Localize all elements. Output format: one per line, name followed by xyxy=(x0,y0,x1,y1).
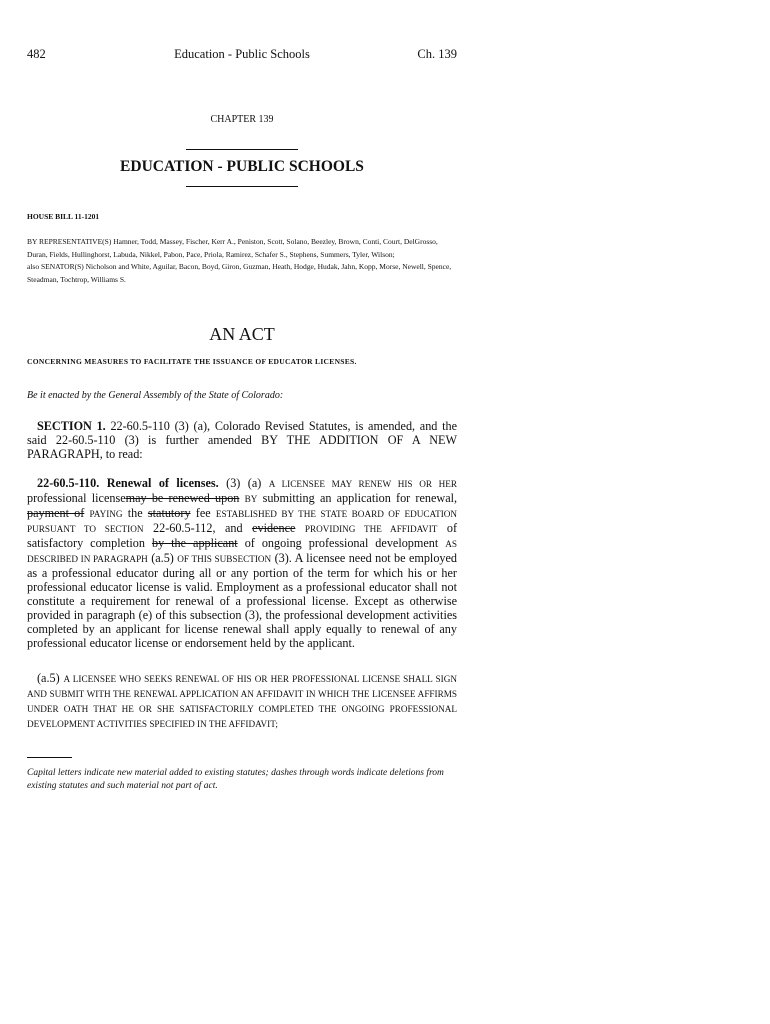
chapter-title: EDUCATION - PUBLIC SCHOOLS xyxy=(120,158,364,175)
new-text: OF THIS SUBSECTION xyxy=(177,554,272,564)
bill-number: HOUSE BILL 11-1201 xyxy=(27,212,100,221)
statute-text: fee xyxy=(195,506,211,520)
statute-text: the xyxy=(127,506,143,520)
representatives-list: BY REPRESENTATIVE(S) Hamner, Todd, Massey, Fischer, Kerr A., Peniston, Scott, Solano, Beezley, Brown, Conti, Court, DelGrosso, Duran, Fields, Hullinghorst, Labuda, Nikkel, Pabon, Pace, Priola, Ramirez, Schafer S., Stephens, Summers, Tyler, Wilson; xyxy=(27,237,438,259)
deleted-text: statutory xyxy=(147,506,191,520)
new-text: A LICENSEE MAY RENEW HIS OR HER xyxy=(268,479,458,489)
footnote-rule xyxy=(27,757,72,758)
section-label: SECTION 1. xyxy=(37,419,106,433)
statute-text: (a.5) xyxy=(151,551,174,565)
statute-text: professional license xyxy=(27,491,126,505)
deleted-text: payment of xyxy=(27,506,85,520)
new-text: PROVIDING THE AFFIDAVIT xyxy=(304,524,438,534)
new-text: ESTABLISHED BY THE STATE BOARD OF EDUCATION PURSUANT TO SECTION xyxy=(27,509,458,534)
section-new-text: BY THE ADDITION OF A NEW PARAGRAPH, xyxy=(27,433,457,461)
enacting-clause: Be it enacted by the General Assembly of the State of Colorado: xyxy=(27,390,284,401)
title-rule-top xyxy=(186,149,298,150)
deleted-text: evidence xyxy=(252,521,296,535)
statute-text: A licensee need not be employed as a professional educator during all or any portion of the term for which his or her professional educator license is valid. Employment as a professional educator shall not constitute a requirement for renewal of a professional license. Except as otherwise provided in paragraph (e) of this subsection (3), the professional development activities completed by an applicant for license renewal shall apply equally to renewal of any professional educator license or endorsement held by the applicant. xyxy=(27,551,458,650)
deleted-text: by the applicant xyxy=(151,536,238,550)
senators-list: also SENATOR(S) Nicholson and White, Aguilar, Bacon, Boyd, Giron, Guzman, Heath, Hodge, Hudak, Jahn, Kopp, Morse, Newell, Spence, Steadman, Tochtrop, Williams S. xyxy=(27,262,452,284)
statute-text: of ongoing professional development xyxy=(244,536,439,550)
title-rule-bottom xyxy=(186,186,298,187)
paragraph-3a xyxy=(27,476,457,650)
statute-heading: 22-60.5-110. Renewal of licenses. xyxy=(37,476,219,490)
statute-text: 22-60.5-112, and xyxy=(153,521,243,535)
page-number: 482 xyxy=(27,47,46,61)
new-text: A LICENSEE WHO SEEKS RENEWAL OF HIS OR HER PROFESSIONAL LICENSE SHALL SIGN AND SUBMIT WITH THE RENEWAL APPLICATION AN AFFIDAVIT IN WHICH THE LICENSEE AFFIRMS UNDER OATH THAT HE OR SHE SATISFACTORILY COMPLETED THE ONGOING PROFESSIONAL DEVELOPMENT ACTIVITIES SPECIFIED IN THE AFFIDAVIT; xyxy=(27,674,457,729)
statute-text: (3). xyxy=(274,551,292,565)
statute-text: (3) (a) xyxy=(226,476,262,490)
running-header xyxy=(27,47,457,65)
chapter-label: CHAPTER 139 xyxy=(210,114,274,125)
act-subject: CONCERNING MEASURES TO FACILITATE THE ISSUANCE OF EDUCATOR LICENSES. xyxy=(27,357,357,366)
chapter-reference: Ch. 139 xyxy=(417,47,457,61)
running-title: Education - Public Schools xyxy=(174,47,310,61)
new-text: AS DESCRIBED IN PARAGRAPH xyxy=(27,539,457,564)
statute-text: submitting an application for renewal, xyxy=(262,491,458,505)
deleted-text: may be renewed upon xyxy=(125,491,240,505)
new-text: BY xyxy=(244,494,258,504)
sponsors-block xyxy=(27,236,457,286)
footnote: Capital letters indicate new material added to existing statutes; dashes through words indicate deletions from existing statutes and such material not part of act. xyxy=(27,768,444,791)
statute-text: of satisfactory completion xyxy=(27,521,458,550)
new-text: PAYING xyxy=(89,509,123,519)
paragraph-3a5 xyxy=(27,671,457,731)
act-heading: AN ACT xyxy=(209,324,275,344)
section-text: 22-60.5-110 (3) (a), Colorado Revised Statutes, is amended, and the said 22-60.5-110 (3) is further amended xyxy=(27,419,457,447)
section-text: to read: xyxy=(105,447,143,461)
statute-text: (a.5) xyxy=(37,671,60,685)
section-1-paragraph xyxy=(27,419,457,461)
